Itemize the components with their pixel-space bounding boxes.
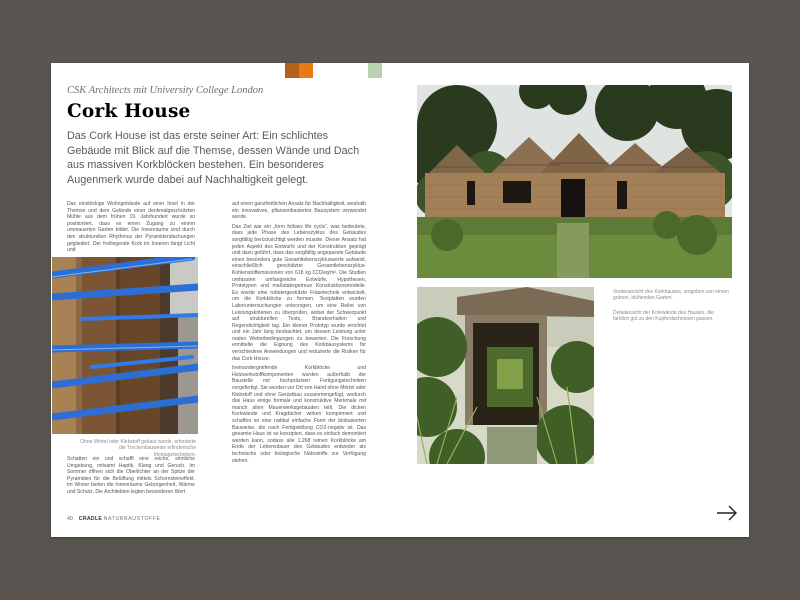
photo-cork-house-front bbox=[417, 85, 732, 278]
body-column-2 bbox=[232, 201, 366, 535]
article-title: Cork House bbox=[67, 101, 191, 122]
article-kicker: CSK Architects mit University College London bbox=[67, 85, 264, 96]
magazine-spread bbox=[51, 63, 749, 537]
photo-cork-blocks-strapped bbox=[52, 257, 198, 434]
page-footer bbox=[67, 516, 161, 522]
article-lead: Das Cork House ist das erste seiner Art: Ein schlichtes Gebäude mit Blick auf die Themse, dessen Wände und Dach aus massiven Korkblöcken bestehen. Ein besonderes Augenmerk wurde dabei auf Nachhaltigkeit gelegt. bbox=[67, 130, 360, 186]
body-column-1-bottom bbox=[67, 456, 195, 523]
body-paragraph: Das einstöckige Wohngebäude auf einer Insel in der Themse und dem Gelände einer denkmalgeschützten Mühle aus dem frühen 19. Jahrhundert wurde so positioniert, dass es einen Zugang zu einem ummauerten Garten bildet. Die Innenräume sind durch den strukturellen Rhythmus der Pyramidendachungen gegliedert. Der freiliegende Kork im Inneren fängt Licht und bbox=[67, 201, 195, 254]
caption-cork-blocks: Ohne Mörtel oder Klebstoff gebaut wurde, erforderte die Trockenbauweise erfinderische Montagetechniken. bbox=[80, 439, 196, 458]
arrow-right-icon[interactable] bbox=[714, 504, 740, 522]
caption-detail-view: Detailansicht der Korkwände des Hauses, die farblich gut zu den Kupferdachrinnen passen. bbox=[613, 310, 714, 323]
body-paragraph: Ineinandergreifende Korkblöcke und Holzwerkstoffkomponenten wurden außerhalb der Baustelle mit hochpräzisen Fertigungstechniken vorgefertigt. Sie wurden vor Ort von Hand ohne Mörtel oder Klebstoff und ohne Gerüstbau zusammengefügt, wodurch das Haus einige formale und konstruktive Merkmale mit manch alten Mauerwerksgebäuden teilt. Die dicken Korkwände und Kragdächer wirken komprimiert und schaffen so eine radikal einfache Form der biobasierten Bauweise, die nach Fertigstellung CO2-negativ ist. Das gesamte Haus ist so konzipiert, dass es einfach demontiert werden kann, sodass alle 1.268 reinen Korkblöcke am Ende der Lebensdauer des Gebäudes entweder als technische oder biologische Nährstoffe zur Verfügung stehen. bbox=[232, 365, 366, 464]
body-paragraph: Das Ziel war ein „form follows life cycle“, was bedeutete, dass jede Phase des Lebenszyklus des Gebäudes sorgfältig berücksichtigt werden musste. Dieser Ansatz hat jeden Aspekt des Entwurfs und der Konstruktion geprägt und dazu geführt, dass das sorgfältig angepasste Gebäude einen besonders gute Gesamtlebenszykluswerte aufweist, einschließlich geschätzter Gesamtlebenszyklus-Kohlenstoffemissionen von 618 kg CO2eq/m². Die Studien umfassten umfangreiche Entwürfe, Hypothesen, Prototypen und maßstabsgetreue Konstruktionsmodelle. Es wurde eine robotergestützte Fräsetechnik entwickelt, um die Korkblöcke zu formen. Testplatten wurden Laboruntersuchungen unterzogen, um eine Reihe von Leistungskriterien zu überprüfen, wobei der Schwerpunkt auf strukturellen Tests, Brandverhalten und Regendichtigkeit lag. Ein kleiner Prototyp wurde errichtet und ein Jahr lang beobachtet, um dessen Leistung unter realen Wetterbedingungen zu bewerten. Die Forschung ermittelte die Eignung des Korkbausystems für verschiedene Anwendungen und reduzierte die Risiken für das Cork House. bbox=[232, 223, 366, 362]
photo-cork-wall-detail bbox=[417, 287, 594, 464]
color-tab-orange bbox=[299, 63, 313, 78]
footer-section: NATURBAUSTOFFE bbox=[103, 516, 161, 522]
body-paragraph: Schatten ein und schafft eine reiche, sinnliche Umgebung, mitsamt Haptik, Klang und Geruch. Im Sommer öffnen sich die Oberlichter an der Spitze der Pyramiden für die Belüftung mittels Schornsteineffekt. Im Winter bieten die Innenräume Geborgenheit, Wärme und Schutz. Die Architekten legten besonderen Wert bbox=[67, 456, 195, 495]
caption-front-view: Vorderansicht des Korkhauses, umgeben von einem grünen, blühenden Garten. bbox=[613, 289, 729, 302]
page-number: 40 bbox=[67, 516, 73, 522]
color-tab-green bbox=[368, 63, 382, 78]
body-column-1-top bbox=[67, 201, 195, 259]
body-paragraph: auf einen ganzheitlichen Ansatz für Nachhaltigkeit, weshalb ein innovatives, pflanzenbasiertes Bausystem verwendet wurde. bbox=[232, 201, 366, 221]
footer-brand: CRADLE bbox=[78, 516, 103, 522]
color-tab-brown bbox=[285, 63, 299, 78]
